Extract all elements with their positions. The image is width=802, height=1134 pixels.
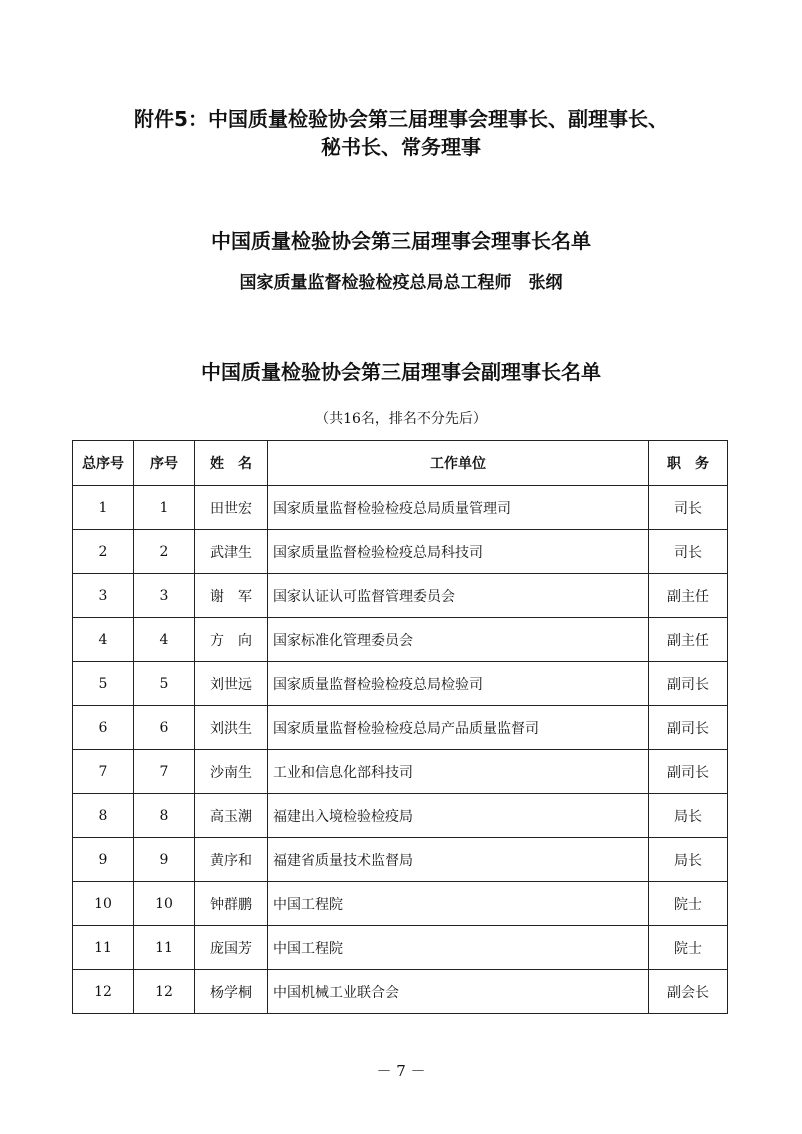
- cell-position: 副主任: [649, 574, 728, 618]
- cell-work-unit: 中国机械工业联合会: [268, 970, 649, 1014]
- cell-total-no: 1: [73, 486, 134, 530]
- cell-position: 局长: [649, 838, 728, 882]
- cell-total-no: 9: [73, 838, 134, 882]
- table-row: [73, 662, 728, 706]
- table-row: [73, 926, 728, 970]
- chairman-section-title: 中国质量检验协会第三届理事会理事长名单: [211, 229, 591, 253]
- cell-work-unit: 国家质量监督检验检疫总局质量管理司: [268, 486, 649, 530]
- cell-work-unit: 国家质量监督检验检疫总局检验司: [268, 662, 649, 706]
- cell-position: 局长: [649, 794, 728, 838]
- table-row: [73, 618, 728, 662]
- cell-name: 刘洪生: [195, 706, 268, 750]
- cell-seq-no: 2: [134, 530, 195, 574]
- cell-position: 院士: [649, 882, 728, 926]
- cell-work-unit: 中国工程院: [268, 926, 649, 970]
- cell-total-no: 10: [73, 882, 134, 926]
- cell-name: 刘世远: [195, 662, 268, 706]
- cell-position: 副主任: [649, 618, 728, 662]
- cell-seq-no: 9: [134, 838, 195, 882]
- cell-seq-no: 3: [134, 574, 195, 618]
- table-row: [73, 838, 728, 882]
- cell-name: 方 向: [195, 618, 268, 662]
- cell-seq-no: 1: [134, 486, 195, 530]
- cell-name: 武津生: [195, 530, 268, 574]
- header-seq-no: 序号: [134, 441, 195, 486]
- cell-work-unit: 工业和信息化部科技司: [268, 750, 649, 794]
- cell-work-unit: 福建省质量技术监督局: [268, 838, 649, 882]
- cell-position: 副司长: [649, 750, 728, 794]
- cell-position: 司长: [649, 486, 728, 530]
- cell-work-unit: 国家质量监督检验检疫总局科技司: [268, 530, 649, 574]
- cell-work-unit: 国家认证认可监督管理委员会: [268, 574, 649, 618]
- cell-work-unit: 国家质量监督检验检疫总局产品质量监督司: [268, 706, 649, 750]
- cell-total-no: 3: [73, 574, 134, 618]
- table-row: [73, 706, 728, 750]
- cell-position: 副司长: [649, 706, 728, 750]
- cell-name: 沙南生: [195, 750, 268, 794]
- cell-seq-no: 4: [134, 618, 195, 662]
- cell-total-no: 2: [73, 530, 134, 574]
- header-work-unit: 工作单位: [268, 441, 649, 486]
- cell-position: 院士: [649, 926, 728, 970]
- cell-name: 杨学桐: [195, 970, 268, 1014]
- chairman-entry: 国家质量监督检验检疫总局总工程师 张纲: [239, 273, 563, 293]
- document-heading-line-2: 秘书长、常务理事: [321, 135, 481, 159]
- cell-total-no: 12: [73, 970, 134, 1014]
- header-position: 职 务: [649, 441, 728, 486]
- cell-total-no: 7: [73, 750, 134, 794]
- cell-total-no: 8: [73, 794, 134, 838]
- page-number: － 7 －: [376, 1062, 426, 1080]
- cell-name: 谢 军: [195, 574, 268, 618]
- cell-total-no: 4: [73, 618, 134, 662]
- table-row: [73, 574, 728, 618]
- cell-name: 钟群鹏: [195, 882, 268, 926]
- cell-seq-no: 8: [134, 794, 195, 838]
- cell-seq-no: 12: [134, 970, 195, 1014]
- table-body: [73, 486, 728, 1014]
- table-row: [73, 486, 728, 530]
- cell-work-unit: 国家标准化管理委员会: [268, 618, 649, 662]
- table-row: [73, 750, 728, 794]
- cell-name: 庞国芳: [195, 926, 268, 970]
- cell-seq-no: 7: [134, 750, 195, 794]
- header-name: 姓 名: [195, 441, 268, 486]
- cell-position: 副会长: [649, 970, 728, 1014]
- vice-chairman-section-title: 中国质量检验协会第三届理事会副理事长名单: [201, 360, 601, 384]
- cell-work-unit: 中国工程院: [268, 882, 649, 926]
- cell-total-no: 5: [73, 662, 134, 706]
- table-header-row: [73, 441, 728, 486]
- cell-total-no: 6: [73, 706, 134, 750]
- cell-seq-no: 10: [134, 882, 195, 926]
- cell-seq-no: 11: [134, 926, 195, 970]
- cell-name: 高玉潮: [195, 794, 268, 838]
- vice-chairman-table: [72, 440, 728, 1014]
- vice-chairman-count-note: （共16名，排名不分先后）: [315, 411, 487, 427]
- table-row: [73, 882, 728, 926]
- cell-seq-no: 5: [134, 662, 195, 706]
- cell-seq-no: 6: [134, 706, 195, 750]
- document-heading-line-1: 附件5：中国质量检验协会第三届理事会理事长、副理事长、: [134, 107, 668, 131]
- cell-name: 黄序和: [195, 838, 268, 882]
- table-row: [73, 530, 728, 574]
- table-row: [73, 794, 728, 838]
- header-total-no: 总序号: [73, 441, 134, 486]
- cell-name: 田世宏: [195, 486, 268, 530]
- cell-work-unit: 福建出入境检验检疫局: [268, 794, 649, 838]
- cell-position: 司长: [649, 530, 728, 574]
- cell-total-no: 11: [73, 926, 134, 970]
- table-row: [73, 970, 728, 1014]
- cell-position: 副司长: [649, 662, 728, 706]
